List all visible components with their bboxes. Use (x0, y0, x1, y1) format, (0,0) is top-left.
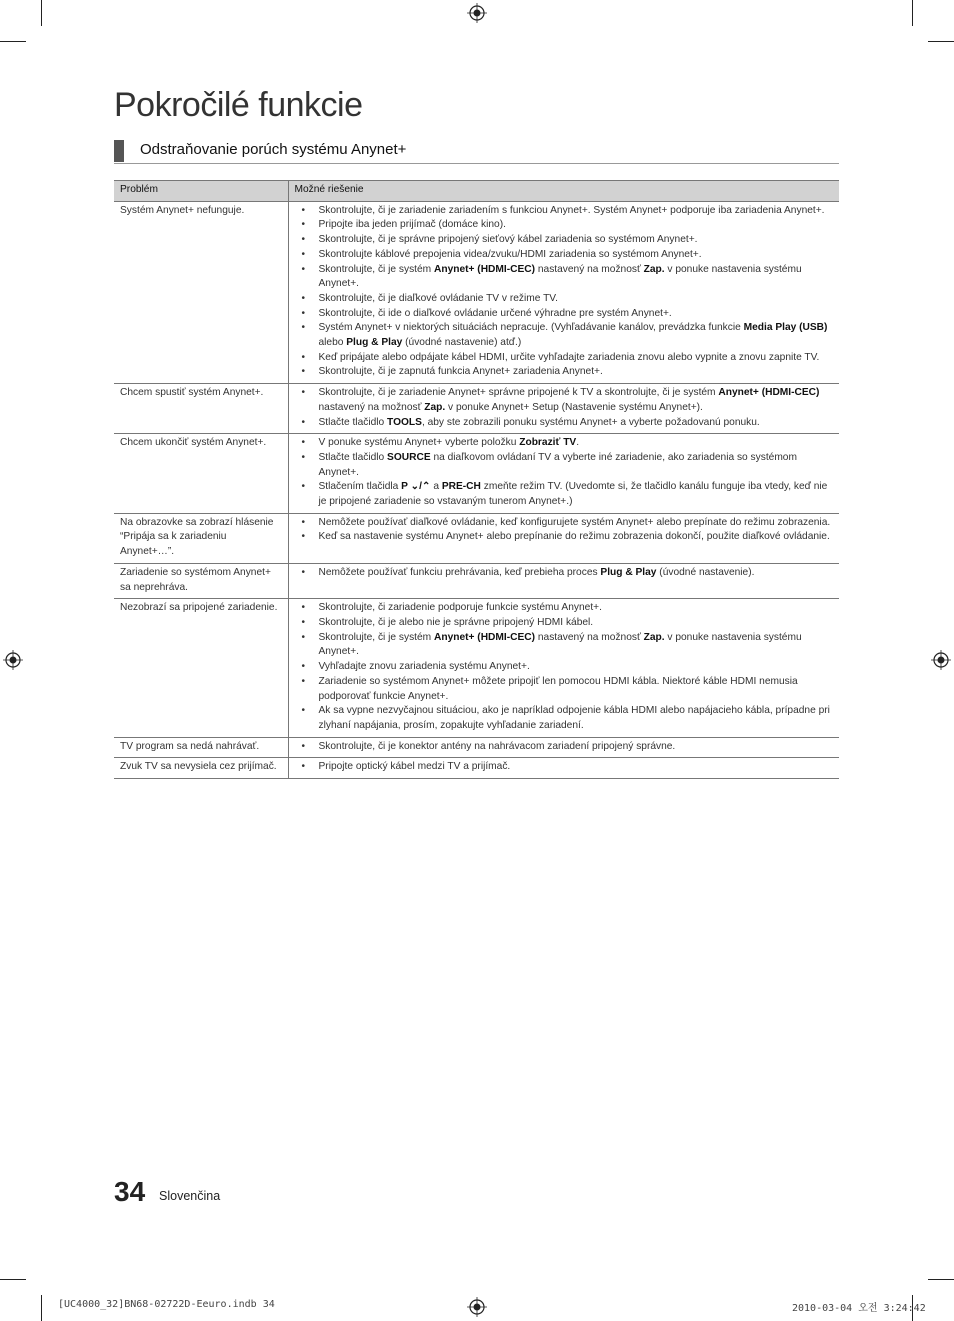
bold-term: Plug & Play (600, 566, 657, 578)
solution-list (289, 386, 834, 430)
page-language: Slovenčina (159, 1189, 221, 1203)
solution-text: Skontrolujte, či je alebo nie je správne pripojený HDMI kábel. (318, 616, 594, 628)
problem-cell: Chcem spustiť systém Anynet+. (114, 384, 288, 434)
table-row (114, 434, 839, 514)
solution-text: Nemôžete používať diaľkové ovládanie, keď konfigurujete systém Anynet+ alebo prepínate do režimu zobrazenia. (318, 516, 831, 528)
bold-term: Zap. (643, 631, 665, 643)
solution-cell (288, 599, 839, 737)
solution-text: Skontrolujte, či je diaľkové ovládanie TV v režime TV. (318, 292, 558, 304)
bold-term: Anynet+ (HDMI-CEC) (434, 631, 536, 643)
crop-mark (0, 1279, 26, 1280)
list-item (289, 566, 834, 581)
crop-mark (41, 1295, 42, 1321)
list-item (289, 204, 834, 219)
solution-text: a (430, 481, 442, 493)
table-row (114, 758, 839, 779)
table-row (114, 737, 839, 758)
solution-text: nastavený na možnosť (535, 263, 644, 275)
bold-term: TOOLS (387, 416, 422, 428)
problem-cell: Na obrazovke sa zobrazí hlásenie “Pripája sa k zariadeniu Anynet+…”. (114, 513, 288, 563)
solution-list (289, 760, 834, 775)
section-heading (114, 140, 839, 164)
bold-term: Zap. (643, 263, 665, 275)
table-row (114, 513, 839, 563)
solution-text: Keď pripájate alebo odpájate kábel HDMI, určite vyhľadajte zariadenia znovu alebo vypnite a znovu zapnite TV. (318, 351, 820, 363)
registration-mark-icon (3, 650, 23, 670)
solution-text: Skontrolujte, či je zariadenie zariadením s funkciou Anynet+. Systém Anynet+ podporuje iba zariadenia Anynet+. (318, 204, 825, 216)
problem-cell: Zvuk TV sa nevysiela cez prijímač. (114, 758, 288, 779)
page-number: 34 (114, 1176, 146, 1207)
bold-term: Anynet+ (HDMI-CEC) (718, 387, 820, 399)
solution-text: Stlačte tlačidlo (318, 451, 388, 463)
solution-text: , aby ste zobrazili ponuku systému Anynet+ a vyberte požadovanú ponuku. (421, 416, 760, 428)
solution-text: alebo (318, 337, 347, 349)
list-item (289, 248, 834, 263)
list-item (289, 218, 834, 233)
problem-cell: Nezobrazí sa pripojené zariadenie. (114, 599, 288, 737)
solution-cell (288, 563, 839, 598)
solution-cell (288, 758, 839, 779)
solution-list (289, 204, 834, 380)
table-row (114, 201, 839, 383)
solution-text: (úvodné nastavenie) atď.) (402, 337, 522, 349)
list-item (289, 292, 834, 307)
solution-text: na diaľkovom ovládaní TV a vyberte iné zariadenie, ako zariadenia so systémom Anynet+. (318, 451, 797, 478)
solution-text: Stlačte tlačidlo (318, 416, 388, 428)
bold-term: SOURCE (387, 451, 431, 463)
solution-cell (288, 384, 839, 434)
table-body (114, 201, 839, 778)
solution-text: Skontrolujte, či zariadenie podporuje funkcie systému Anynet+. (318, 602, 602, 614)
list-item (289, 386, 834, 415)
solution-text: Skontrolujte, či je konektor antény na nahrávacom zariadení pripojený správne. (318, 740, 676, 752)
bold-term: Zobraziť TV (519, 437, 577, 449)
solution-text: zmeňte režim TV. (Uvedomte si, že tlačidlo kanálu funguje iba vtedy, keď nie je pripojené zariadenie so vstavaným tunerom Anynet+.) (318, 481, 828, 508)
list-item (289, 480, 834, 509)
solution-text: v ponuke nastavenia systému Anynet+. (318, 631, 802, 658)
solution-text: Pripojte optický kábel medzi TV a prijímač. (318, 761, 511, 773)
table-header-row (114, 181, 839, 202)
solution-text: Vyhľadajte znovu zariadenia systému Anynet+. (318, 661, 530, 673)
bold-term: Zap. (424, 401, 446, 413)
list-item (289, 233, 834, 248)
crop-mark (41, 0, 42, 26)
solution-text: Stlačením tlačidla (318, 481, 402, 493)
solution-list (289, 436, 834, 510)
solution-list (289, 516, 834, 545)
footer-timestamp: 2010-03-04 오전 3:24:42 (792, 1303, 926, 1314)
solution-text: Keď sa nastavenie systému Anynet+ alebo prepínanie do režimu zobrazenia dokončí, použite diaľkové ovládanie. (318, 531, 830, 543)
solution-list (289, 601, 834, 733)
registration-mark-icon (467, 1297, 487, 1317)
table-row (114, 599, 839, 737)
solution-text: nastavený na možnosť (535, 631, 644, 643)
list-item (289, 321, 834, 350)
bold-term: Media Play (USB) (743, 322, 828, 334)
crop-mark (912, 0, 913, 26)
solution-cell (288, 513, 839, 563)
solution-text: v ponuke nastavenia systému Anynet+. (318, 263, 802, 290)
solution-text: . (576, 437, 580, 449)
solution-text: nastavený na možnosť (318, 401, 425, 413)
list-item (289, 530, 834, 545)
bold-term: P ⌄/⌃ (401, 481, 431, 493)
list-item (289, 307, 834, 322)
page-title: Pokročilé funkcie (114, 86, 363, 124)
list-item (289, 351, 834, 366)
solution-text: Nemôžete používať funkciu prehrávania, keď prebieha proces (318, 566, 601, 578)
bold-term: PRE-CH (441, 481, 481, 493)
column-header-problem: Problém (114, 181, 288, 202)
crop-mark (928, 1279, 954, 1280)
list-item (289, 631, 834, 660)
list-item (289, 263, 834, 292)
registration-mark-icon (467, 3, 487, 23)
solution-text: Skontrolujte, či je správne pripojený sieťový kábel zariadenia so systémom Anynet+. (318, 234, 698, 246)
list-item (289, 616, 834, 631)
solution-text: Skontrolujte, či je systém (318, 631, 434, 643)
solution-text: (úvodné nastavenie). (656, 566, 755, 578)
solution-text: Skontrolujte, či je zariadenie Anynet+ správne pripojené k TV a skontrolujte, či je systém (318, 387, 719, 399)
list-item (289, 416, 834, 431)
registration-mark-icon (931, 650, 951, 670)
table-row (114, 384, 839, 434)
section-bar (114, 140, 124, 162)
list-item (289, 675, 834, 704)
solution-text: Skontrolujte káblové prepojenia videa/zvuku/HDMI zariadenia so systémom Anynet+. (318, 248, 702, 260)
bold-term: Anynet+ (HDMI-CEC) (434, 263, 536, 275)
list-item (289, 365, 834, 380)
column-header-solution: Možné riešenie (288, 181, 839, 202)
crop-mark (928, 41, 954, 42)
list-item (289, 660, 834, 675)
solution-text: Pripojte iba jeden prijímač (domáce kino). (318, 219, 506, 231)
problem-cell: Chcem ukončiť systém Anynet+. (114, 434, 288, 514)
solution-text: Skontrolujte, či ide o diaľkové ovládanie určené výhradne pre systém Anynet+. (318, 307, 672, 319)
troubleshooting-table (114, 180, 839, 779)
problem-cell: Zariadenie so systémom Anynet+ sa neprehráva. (114, 563, 288, 598)
solution-cell (288, 737, 839, 758)
solution-text: Zariadenie so systémom Anynet+ môžete pripojiť len pomocou HDMI kábla. Niektoré káble HDMI nemusia podporovať funkcie Anynet+. (318, 675, 798, 702)
list-item (289, 760, 834, 775)
solution-text: v ponuke Anynet+ Setup (Nastavenie systému Anynet+). (445, 401, 703, 413)
list-item (289, 516, 834, 531)
crop-mark (0, 41, 26, 42)
solution-list (289, 740, 834, 755)
bold-term: Plug & Play (346, 337, 403, 349)
table-row (114, 563, 839, 598)
solution-list (289, 566, 834, 581)
solution-text: Systém Anynet+ v niektorých situáciách nepracuje. (Vyhľadávanie kanálov, prevádzka funkcie (318, 322, 744, 334)
problem-cell: TV program sa nedá nahrávať. (114, 737, 288, 758)
list-item (289, 740, 834, 755)
footer-file-info: [UC4000_32]BN68-02722D-Eeuro.indb 34 (58, 1299, 275, 1310)
list-item (289, 436, 834, 451)
solution-cell (288, 434, 839, 514)
list-item (289, 601, 834, 616)
list-item (289, 704, 834, 733)
section-heading-text: Odstraňovanie porúch systému Anynet+ (140, 141, 407, 158)
solution-text: Skontrolujte, či je systém (318, 263, 434, 275)
solution-text: V ponuke systému Anynet+ vyberte položku (318, 437, 520, 449)
list-item (289, 451, 834, 480)
solution-cell (288, 201, 839, 383)
solution-text: Skontrolujte, či je zapnutá funkcia Anynet+ zariadenia Anynet+. (318, 366, 603, 378)
problem-cell: Systém Anynet+ nefunguje. (114, 201, 288, 383)
solution-text: Ak sa vypne nezvyčajnou situáciou, ako je napríklad odpojenie kábla HDMI alebo napájacieho kábla, prípadne pri zlyhaní napájania, prosím, zopakujte vyhľadanie zariadení. (318, 705, 830, 731)
